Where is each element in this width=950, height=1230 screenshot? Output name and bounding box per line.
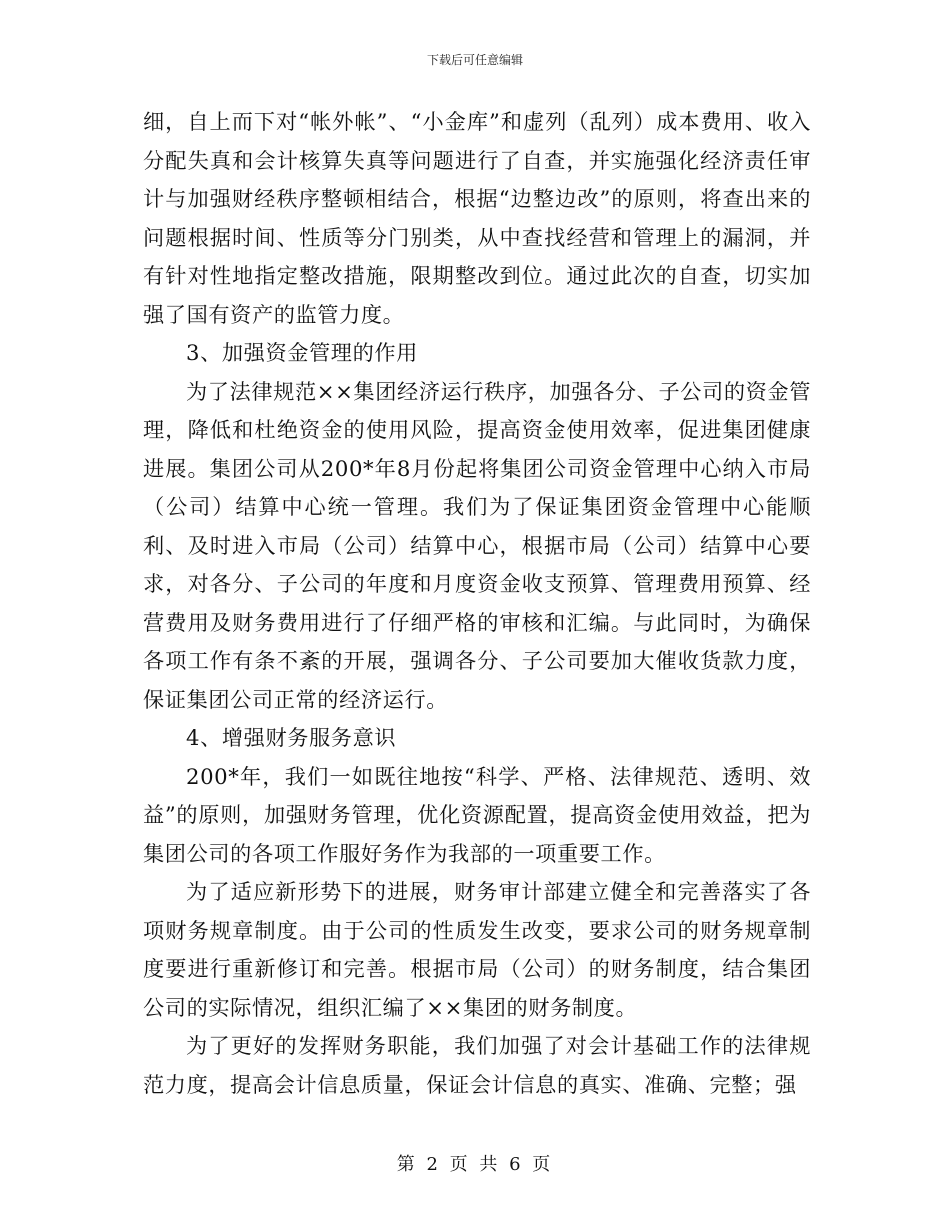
paragraph-regulations: 为了适应新形势下的进展，财务审计部建立健全和完善落实了各项财务规章制度。由于公司的性质发生改变，要求公司的财务规章制度要进行重新修订和完善。根据市局（公司）的财务制度，结合集团公司的实际情况，组织汇编了××集团的财务制度。: [143, 879, 811, 1020]
paragraph-continuation: 细，自上而下对“帐外帐”、“小金库”和虚列（乱列）成本费用、收入分配失真和会计核算失真等问题进行了自查，并实施强化经济责任审计与加强财经秩序整顿相结合，根据“边整边改”的原则，将查出来的问题根据时间、性质等分门别类，从中查找经营和管理上的漏洞，并有针对性地指定整改措施，限期整改到位。通过此次的自查，切实加强了国有资产的监管力度。: [143, 109, 811, 327]
section-heading-4: 4、增强财务服务意识: [186, 725, 397, 750]
paragraph-accounting-basics: 为了更好的发挥财务职能，我们加强了对会计基础工作的法律规范力度，提高会计信息质量，保证会计信息的真实、准确、完整；强: [143, 1033, 811, 1097]
page-header: 下载后可任意编辑: [426, 53, 523, 67]
paragraph-fund-management: 为了法律规范××集团经济运行秩序，加强各分、子公司的资金管理，降低和杜绝资金的使用风险，提高资金使用效率，促进集团健康进展。集团公司从200*年8月份起将集团公司资金管理中心纳入市局（公司）结算中心统一管理。我们为了保证集团资金管理中心能顺利、及时进入市局（公司）结算中心，根据市局（公司）结算中心要求，对各分、子公司的年度和月度资金收支预算、管理费用预算、经营费用及财务费用进行了仔细严格的审核和汇编。与此同时，为确保各项工作有条不紊的开展，强调各分、子公司要加大催收货款力度，保证集团公司正常的经济运行。: [143, 378, 811, 712]
page-number-footer: 第 2 页 共 6 页: [396, 1154, 554, 1175]
document-body: [143, 103, 811, 1104]
paragraph-service-principles: 200*年，我们一如既往地按“科学、严格、法律规范、透明、效益”的原则，加强财务管理，优化资源配置，提高资金使用效益，把为集团公司的各项工作服好务作为我部的一项重要工作。: [143, 763, 811, 866]
section-heading-3: 3、加强资金管理的作用: [186, 340, 418, 365]
